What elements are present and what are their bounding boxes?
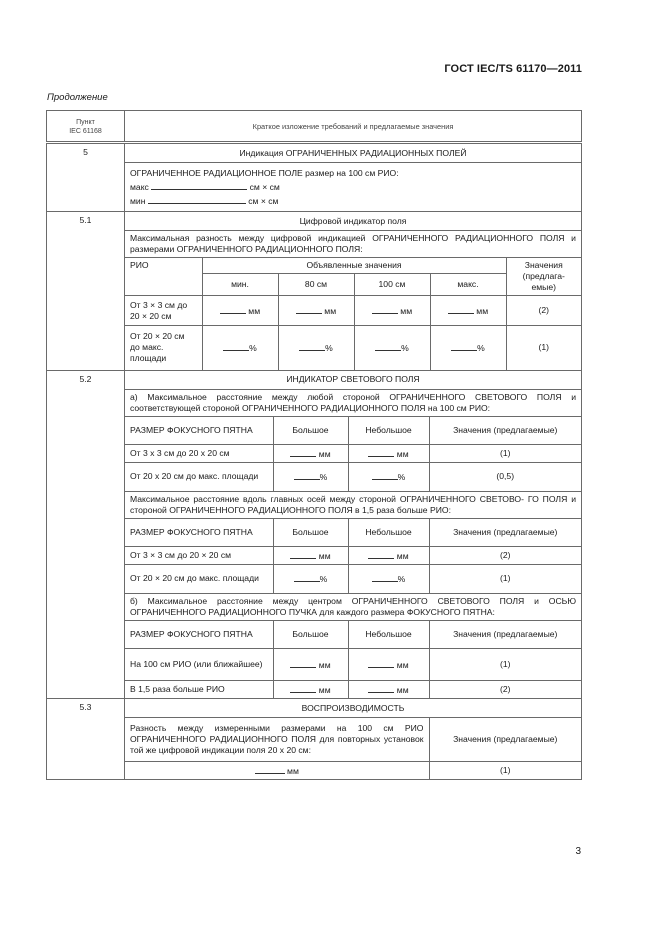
section-title: Цифровой индикатор поля	[125, 212, 581, 231]
entry-cell	[430, 296, 506, 326]
header-declared: Объявленные значения	[202, 258, 506, 274]
section-title: ВОСПРОИЗВОДИМОСТЬ	[125, 699, 581, 718]
section-number: 5	[47, 143, 125, 212]
requirements-table	[46, 110, 582, 780]
row-label: В 1,5 раза больше РИО	[125, 680, 273, 698]
unit: мм	[287, 766, 299, 776]
entry-cell	[348, 546, 429, 564]
section-5-1	[47, 212, 582, 371]
header-focus: РАЗМЕР ФОКУСНОГО ПЯТНА	[125, 416, 273, 444]
unit: мм	[396, 448, 409, 459]
header-small: Небольшое	[348, 518, 429, 546]
table-row	[125, 462, 581, 491]
entry-cell	[273, 564, 348, 593]
max-line	[130, 180, 576, 194]
row-label: От 3 × 3 см до 20 × 20 см	[125, 296, 202, 326]
header-big: Большое	[273, 518, 348, 546]
row-label: От 3 × 3 см до 20 × 20 см	[125, 546, 273, 564]
header-big: Большое	[273, 416, 348, 444]
unit: мм	[318, 448, 331, 459]
unit: %	[477, 343, 485, 354]
row-label: От 20 × 20 см до макс. площади	[125, 326, 202, 370]
entry-cell	[273, 648, 348, 680]
min-unit: см × см	[248, 196, 279, 206]
header-rio: РИО	[125, 258, 202, 296]
unit: мм	[400, 306, 413, 316]
entry-cell	[278, 326, 354, 370]
value-cell: (1)	[429, 564, 581, 593]
header-values: Значения (предлагаемые)	[429, 718, 581, 762]
field-size-text: ОГРАНИЧЕННОЕ РАДИАЦИОННОЕ ПОЛЕ размер на 100 см РИО:	[130, 168, 399, 178]
header-values: Значения (предлагаемые)	[429, 416, 581, 444]
clause-b-text: б) Максимальное расстояние между центром ОГРАНИЧЕННОГО СВЕТОВОГО ПОЛЯ и ОСЬЮ ОГРАНИЧЕННОГО РАДИАЦИОННОГО ПУЧКА для каждого размера ФОКУСНОГО ПЯТНА:	[125, 593, 581, 620]
unit: мм	[318, 684, 331, 695]
unit: мм	[324, 306, 337, 316]
unit: мм	[248, 306, 261, 316]
table-row	[125, 326, 581, 370]
entry-cell	[273, 546, 348, 564]
section-content	[125, 143, 582, 212]
header-values: Значения (предлагаемые)	[429, 518, 581, 546]
header-big: Большое	[273, 620, 348, 648]
clause-a-text: а) Максимальное расстояние между любой стороной ОГРАНИЧЕННОГО СВЕТОВОГО ПОЛЯ и соответствующей стороной ОГРАНИЧЕННОГО РАДИАЦИОННОГО ПОЛЯ на 100 см РИО:	[125, 389, 581, 416]
table-row	[125, 564, 581, 593]
entry-cell	[273, 462, 348, 491]
entry-cell	[354, 296, 430, 326]
value-cell: (2)	[429, 546, 581, 564]
max-label: макс	[130, 182, 149, 192]
entry-cell	[348, 648, 429, 680]
min-line	[130, 194, 576, 208]
min-label: мин	[130, 196, 146, 206]
unit: %	[249, 343, 257, 354]
value-cell: (1)	[506, 326, 581, 370]
table-row	[125, 444, 581, 462]
unit: %	[319, 472, 328, 482]
section-5	[47, 143, 582, 212]
max-blank	[151, 180, 247, 190]
section-content	[125, 699, 582, 780]
header-clause	[47, 111, 125, 143]
entry-cell	[430, 326, 506, 370]
value-cell: (1)	[429, 648, 581, 680]
value-cell: (1)	[429, 762, 581, 780]
table-header-row	[47, 111, 582, 143]
table-row	[125, 296, 581, 326]
clause-a2-text: Максимальное расстояние вдоль главных осей между стороной ОГРАНИЧЕННОГО СВЕТОВО- ГО ПОЛЯ и стороной ОГРАНИЧЕННОГО РАДИАЦИОННОГО ПОЛЯ в 1,5 раза больше РИО:	[125, 491, 581, 518]
entry-cell	[202, 296, 278, 326]
table-row	[125, 648, 581, 680]
value-cell: (1)	[429, 444, 581, 462]
section-text: Разность между измеренными размерами на 100 см РИО ОГРАНИЧЕННОГО РАДИАЦИОННОГО ПОЛЯ для повторных установок той же цифровой индикации поля 20 х 20 см:	[125, 718, 429, 762]
entry-cell	[125, 762, 429, 780]
section-number: 5.1	[47, 212, 125, 371]
unit: мм	[396, 684, 409, 695]
section-number: 5.2	[47, 370, 125, 699]
section-title: ИНДИКАТОР СВЕТОВОГО ПОЛЯ	[125, 371, 581, 390]
section-text: Максимальная разность между цифровой индикацией ОГРАНИЧЕННОГО РАДИАЦИОННОГО ПОЛЯ и размерами ОГРАНИЧЕННОГО РАДИАЦИОННОГО ПОЛЯ:	[125, 231, 581, 258]
table-row	[125, 680, 581, 698]
unit: мм	[396, 659, 409, 670]
value-cell: (2)	[429, 680, 581, 698]
header-focus: РАЗМЕР ФОКУСНОГО ПЯТНА	[125, 620, 273, 648]
entry-cell	[348, 680, 429, 698]
unit: %	[397, 472, 406, 482]
page-number: 3	[575, 846, 581, 857]
section-5-2	[47, 370, 582, 699]
row-label: От 20 х 20 см до макс. площади	[125, 462, 273, 491]
section-number: 5.3	[47, 699, 125, 780]
value-cell: (2)	[506, 296, 581, 326]
header-80: 80 см	[278, 274, 354, 296]
header-small: Небольшое	[348, 620, 429, 648]
row-label: От 20 × 20 см до макс. площади	[125, 564, 273, 593]
max-unit: см × см	[249, 182, 280, 192]
field-size-block	[125, 163, 581, 212]
header-100: 100 см	[354, 274, 430, 296]
entry-cell	[348, 462, 429, 491]
section-title: Индикация ОГРАНИЧЕННЫХ РАДИАЦИОННЫХ ПОЛЕЙ	[125, 144, 581, 163]
unit: %	[319, 574, 328, 584]
row-label: На 100 см РИО (или ближайшее)	[125, 648, 273, 680]
header-focus: РАЗМЕР ФОКУСНОГО ПЯТНА	[125, 518, 273, 546]
unit: мм	[476, 306, 489, 316]
unit: мм	[396, 550, 409, 561]
entry-cell	[273, 444, 348, 462]
header-values: Значения (предлагаемые)	[429, 620, 581, 648]
entry-cell	[354, 326, 430, 370]
header-small: Небольшое	[348, 416, 429, 444]
document-code: ГОСТ IEC/TS 61170—2011	[444, 63, 582, 75]
section-content	[125, 370, 582, 699]
entry-cell	[348, 444, 429, 462]
header-values: Значения (предлага- емые)	[506, 258, 581, 296]
header-requirements: Краткое изложение требований и предлагаемые значения	[125, 111, 582, 143]
table-row	[125, 546, 581, 564]
unit: мм	[318, 550, 331, 561]
section-content	[125, 212, 582, 371]
header-min: мин.	[202, 274, 278, 296]
value-cell: (0,5)	[429, 462, 581, 491]
header-max: макс.	[430, 274, 506, 296]
continuation-label: Продолжение	[47, 92, 108, 103]
row-label: От 3 х 3 см до 20 х 20 см	[125, 444, 273, 462]
unit: %	[397, 574, 406, 584]
entry-cell	[202, 326, 278, 370]
entry-cell	[273, 680, 348, 698]
min-blank	[148, 194, 246, 204]
section-5-3	[47, 699, 582, 780]
unit: мм	[318, 659, 331, 670]
entry-cell	[348, 564, 429, 593]
table-row	[125, 762, 581, 780]
entry-cell	[278, 296, 354, 326]
header-clause-text: Пункт IEC 61168	[69, 119, 102, 135]
unit: %	[325, 343, 333, 354]
unit: %	[401, 343, 409, 354]
